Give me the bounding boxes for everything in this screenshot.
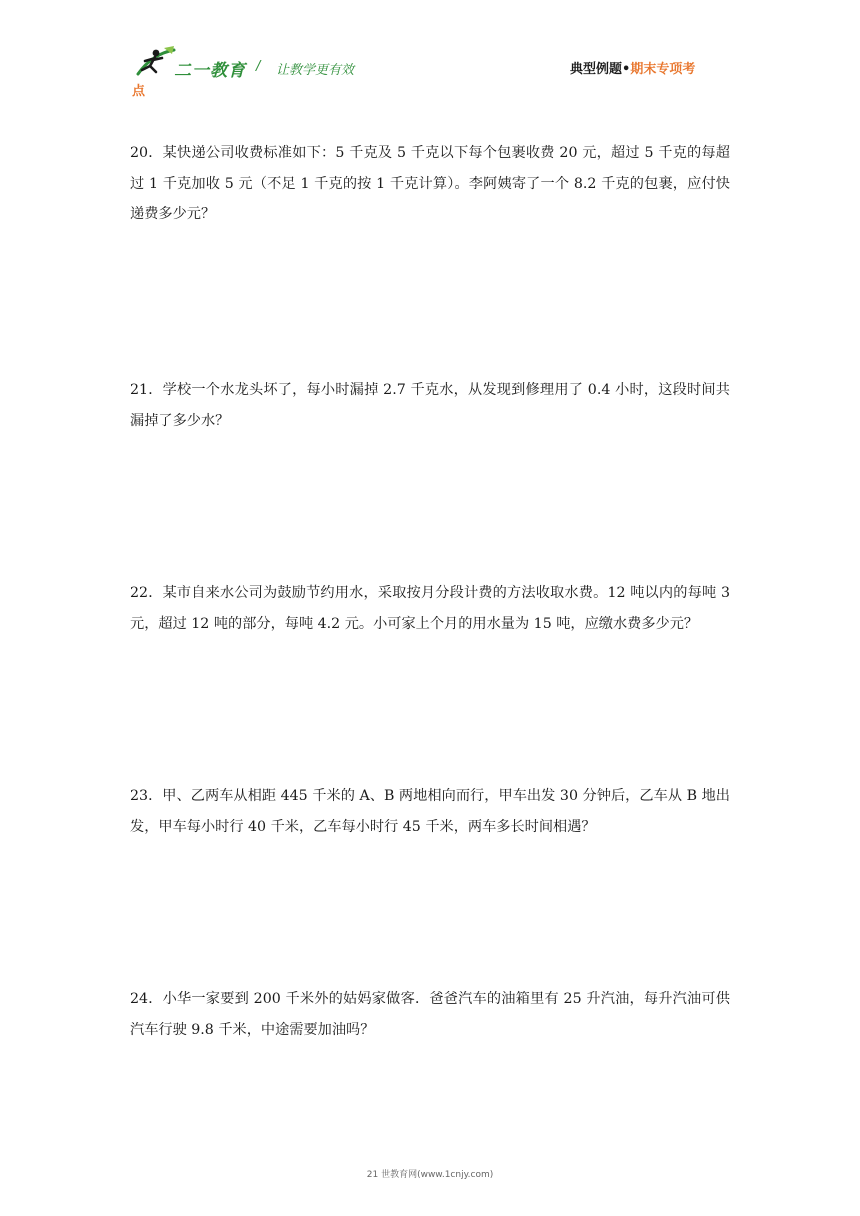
question-24: 24．小华一家要到 200 千米外的姑妈家做客．爸爸汽车的油箱里有 25 升汽油，每升汽油可供汽车行驶 9.8 千米，中途需要加油吗？ [130,991,730,1038]
header-category [570,58,695,77]
question-22: 22．某市自来水公司为鼓励节约用水，采取按月分段计费的方法收取水费。12 吨以内的每吨 3 元，超过 12 吨的部分，每吨 4.2 元。小可家上个月的用水量为 15 吨，应缴水费多少元？ [130,585,730,632]
question-23: 23．甲、乙两车从相距 445 千米的 A、B 两地相向而行，甲车出发 30 分钟后，乙车从 B 地出发，甲车每小时行 40 千米，乙车每小时行 45 千米，两车多长时间相遇？ [130,788,730,835]
header-divider: / [256,59,261,74]
question-21: 21．学校一个水龙头坏了，每小时漏掉 2.7 千克水，从发现到修理用了 0.4 小时，这段时间共漏掉了多少水？ [130,382,730,429]
brand-slogan: 让教学更有效 [276,63,355,78]
brand-name: 二一教育 [174,61,246,81]
question-20: 20．某快递公司收费标准如下：5 千克及 5 千克以下每个包裹收费 20 元，超过 5 千克的每超过 1 千克加收 5 元（不足 1 千克的按 1 千克计算）。李阿姨寄了一个 8.2 千克的包裹，应付快递费多少元？ [130,145,730,222]
page-footer: 21 世教育网(www.1cnjy.com) [366,1170,494,1180]
header-category-type: 典型例题• [570,62,631,77]
header-category-topic-wrap: 点 [132,84,146,99]
header-category-topic: 期末专项考 [630,62,696,77]
page-header [0,0,860,110]
